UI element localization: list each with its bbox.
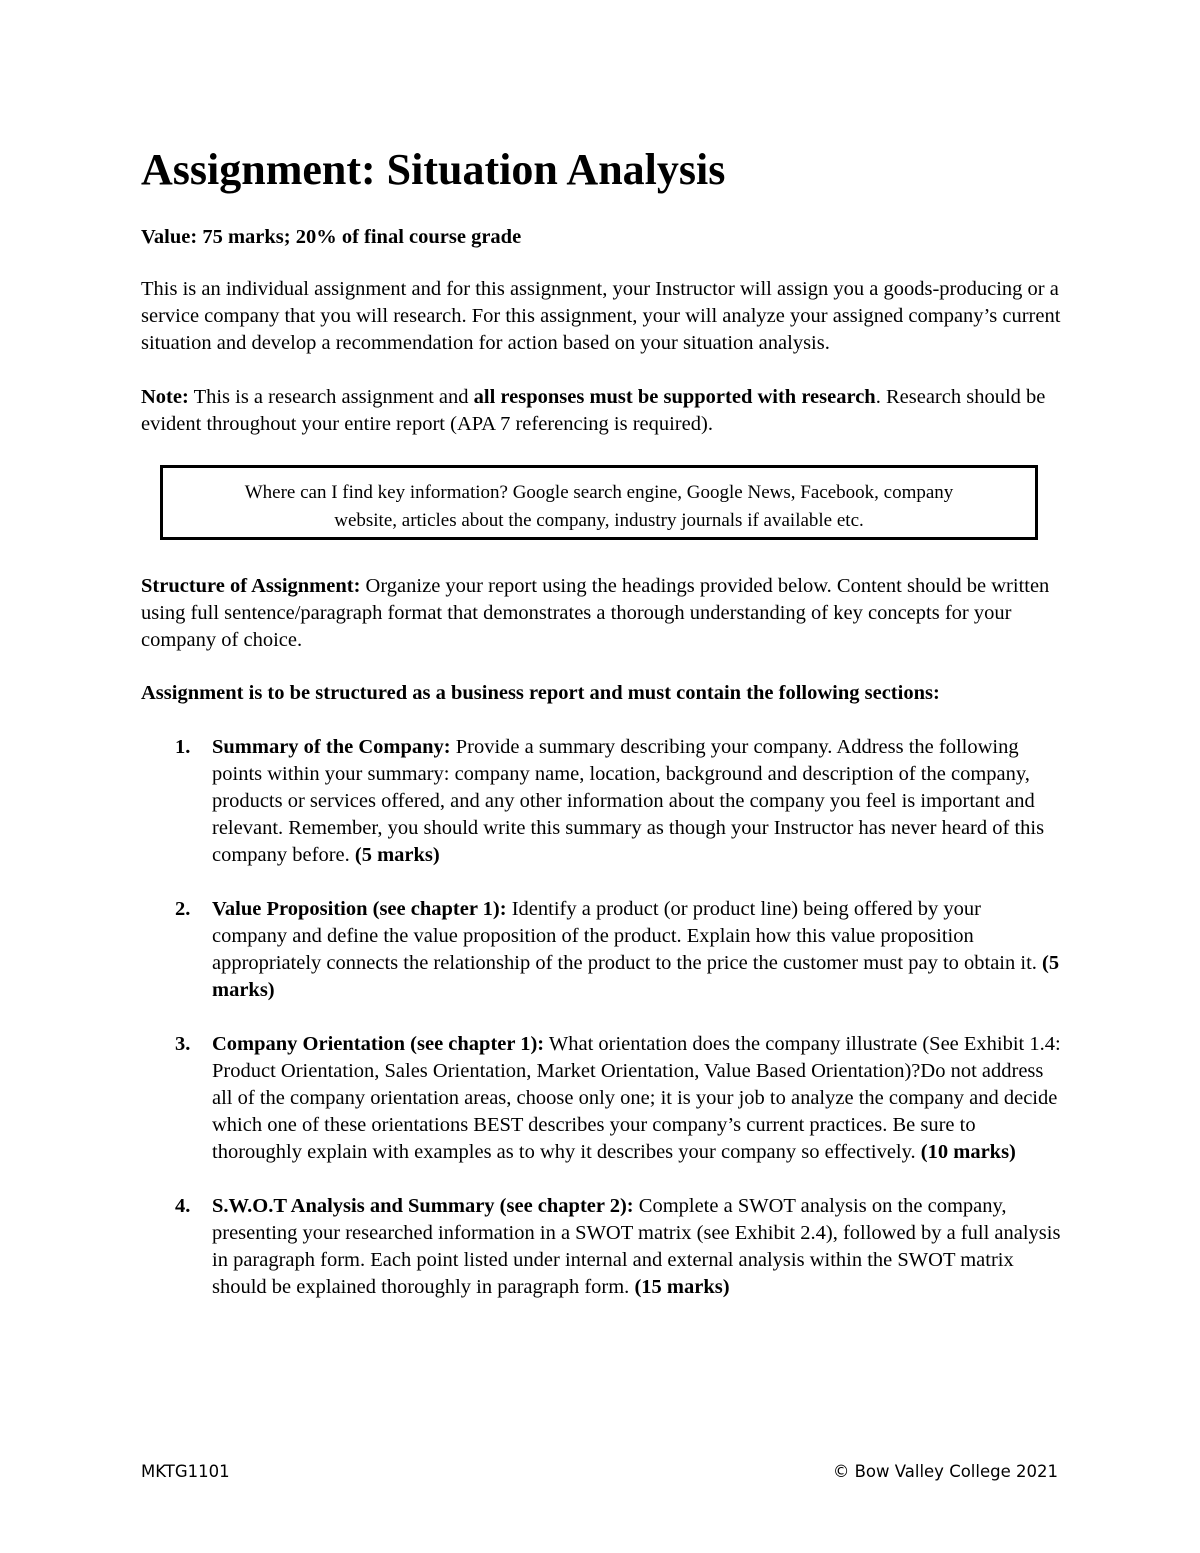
- structure-label: Structure of Assignment:: [141, 575, 361, 597]
- section-heading: Value Proposition (see chapter 1):: [212, 898, 507, 920]
- sections-list: [141, 734, 1061, 1301]
- note-emphasis: all responses must be supported with research: [473, 386, 876, 408]
- info-box-line-2: website, articles about the company, industry journals if available etc.: [334, 510, 864, 531]
- section-number: 1.: [175, 736, 191, 758]
- sections-heading-text: Assignment is to be structured as a business report and must contain the following sections:: [141, 682, 940, 704]
- section-heading: Summary of the Company:: [212, 736, 451, 758]
- document-body: [141, 140, 1061, 1301]
- section-number: 2.: [175, 898, 191, 920]
- note-paragraph: [141, 384, 1061, 438]
- footer-copyright: © Bow Valley College 2021: [832, 1462, 1058, 1481]
- info-box: [160, 465, 1038, 540]
- section-text: Identify a product (or product line) being offered by your company and define the value proposition of the product. Explain how this value proposition appropriately connects the relationship of the product to the price the customer must pay to obtain it.: [212, 898, 1043, 974]
- section-heading: S.W.O.T Analysis and Summary (see chapter 2):: [212, 1195, 634, 1217]
- section-marks: (5 marks): [212, 952, 1060, 1001]
- section-item: [141, 896, 1061, 1004]
- intro-paragraph: This is an individual assignment and for this assignment, your Instructor will assign you a goods-producing or a service company that you will research. For this assignment, your will analyze your assigned company’s current situation and develop a recommendation for action based on your situation analysis.: [141, 278, 1061, 354]
- section-item: [141, 734, 1061, 869]
- section-text: What orientation does the company illustrate (See Exhibit 1.4: Product Orientation, Sales Orientation, Market Orientation, Value Based Orientation)?Do not address all of the company orientation areas, choose only one; it is your job to analyze the company and decide which one of these orientations BEST describes your company’s current practices. Be sure to thoroughly explain with examples as to why it describes your company so effectively.: [212, 1033, 1061, 1163]
- section-number: 4.: [175, 1195, 191, 1217]
- footer-course-code: MKTG1101: [141, 1462, 230, 1481]
- section-text: Provide a summary describing your company. Address the following points within your summary: company name, location, background and description of the company, products or services offered, and any other information about the company you feel is important and relevant. Remember, you should write this summary as though your Instructor has never heard of this company before.: [212, 736, 1045, 866]
- section-item: [141, 1193, 1061, 1301]
- section-marks: (5 marks): [354, 844, 440, 866]
- section-text: Complete a SWOT analysis on the company, presenting your researched information in a SWOT matrix (see Exhibit 2.4), followed by a full analysis in paragraph form. Each point listed under internal and external analysis within the SWOT matrix should be explained thoroughly in paragraph form.: [212, 1195, 1061, 1298]
- section-marks: (15 marks): [634, 1276, 730, 1298]
- structure-paragraph: [141, 573, 1061, 654]
- structure-text: Organize your report using the headings provided below. Content should be written using full sentence/paragraph format that demonstrates a thorough understanding of key concepts for your company of choice.: [141, 575, 1050, 651]
- section-marks: (10 marks): [920, 1141, 1016, 1163]
- section-item: [141, 1031, 1061, 1166]
- sections-heading: [141, 680, 1061, 707]
- page-title: Assignment: Situation Analysis: [141, 145, 726, 194]
- note-text-before: This is a research assignment and: [188, 386, 474, 408]
- note-text-after: . Research should be evident throughout your entire report (APA 7 referencing is required).: [141, 386, 1046, 435]
- section-heading: Company Orientation (see chapter 1):: [212, 1033, 545, 1055]
- value-line-text: Value: 75 marks; 20% of final course grade: [141, 226, 522, 248]
- value-line: [141, 224, 1061, 251]
- section-number: 3.: [175, 1033, 191, 1055]
- note-label: Note:: [141, 386, 189, 408]
- info-box-line-1: Where can I find key information? Google search engine, Google News, Facebook, company: [244, 482, 954, 503]
